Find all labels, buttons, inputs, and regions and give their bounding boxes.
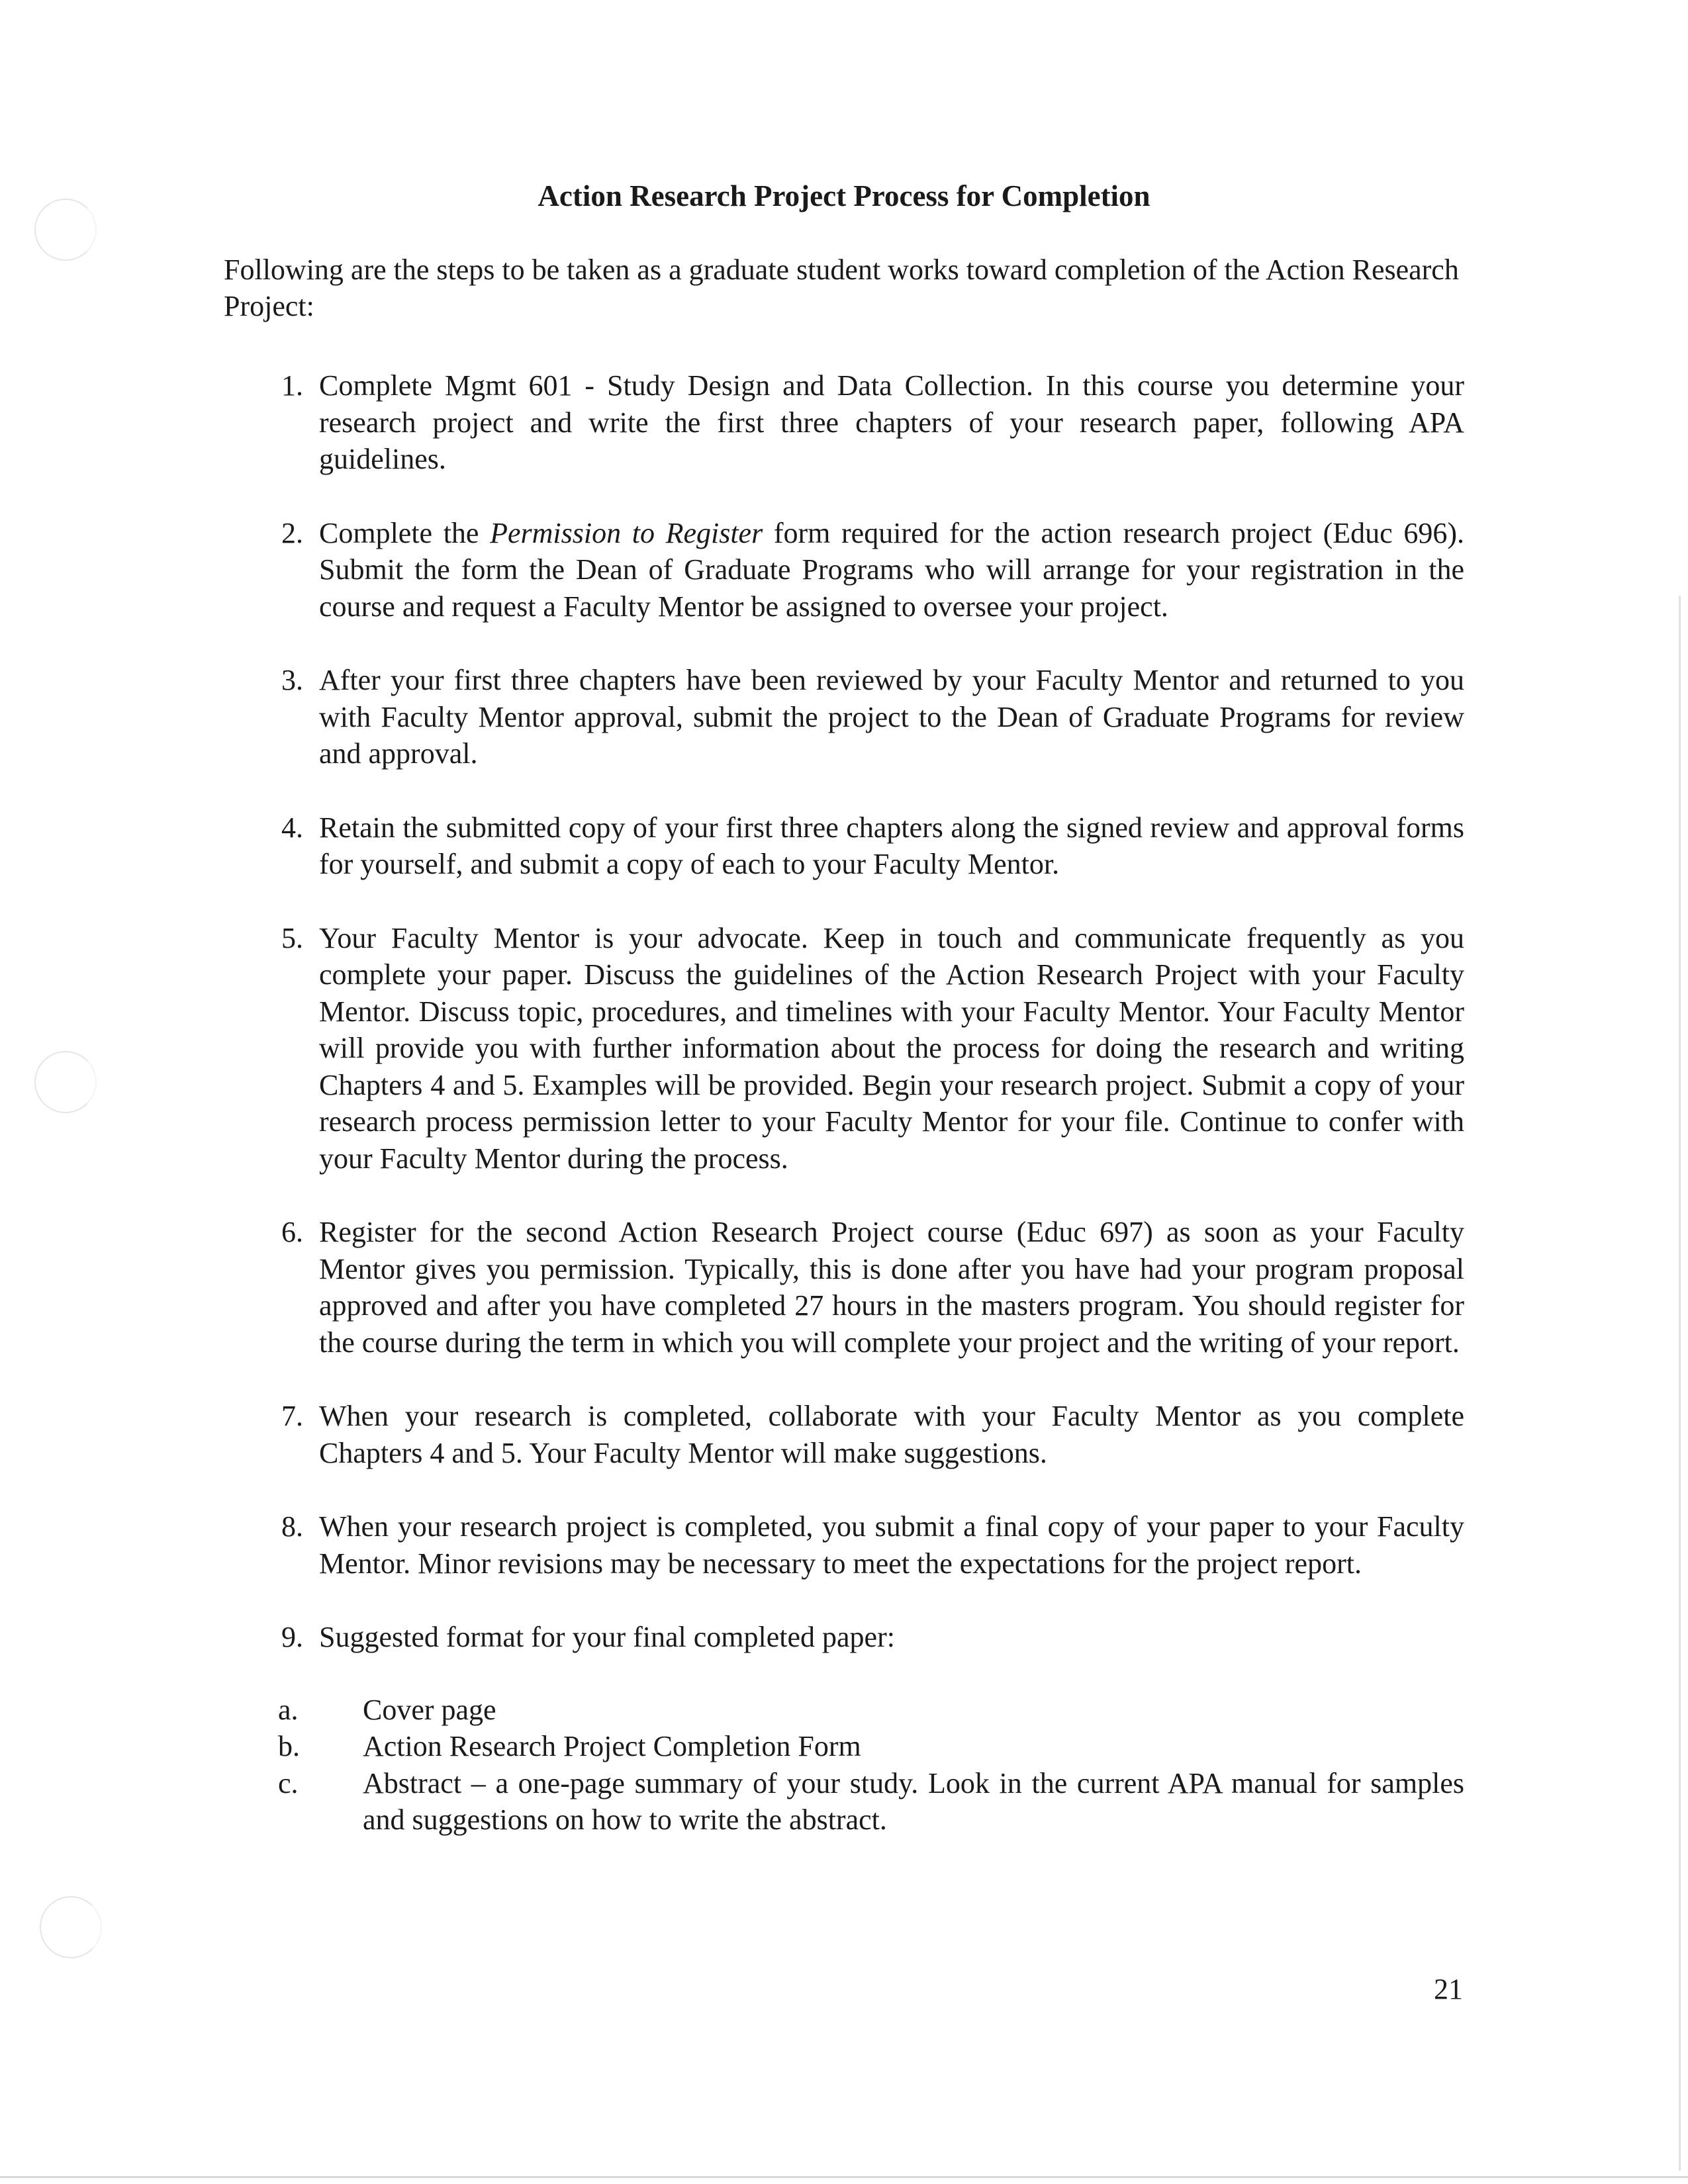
step-item (265, 515, 1464, 625)
sublist-item (265, 1692, 1464, 1729)
step-item (265, 367, 1464, 478)
step-text: After your first three chapters have been reviewed by your Faculty Mentor and returned to you with Faculty Mentor approval, submit the project to the Dean of Graduate Programs for review and approval. (319, 664, 1464, 770)
step-item (265, 1508, 1464, 1582)
step-item (265, 920, 1464, 1177)
step-text: Your Faculty Mentor is your advocate. Keep in touch and communicate frequently as you complete your paper. Discuss the guidelines of the Action Research Project with your Faculty Mentor. Discuss topic, procedures, and timelines with your Faculty Mentor. Your Faculty Mentor will provide you with further information about the process for doing the research and writing Chapters 4 and 5. Examples will be provided. Begin your research project. Submit a copy of your research process permission letter to your Faculty Mentor for your file. Continue to confer with your Faculty Mentor during the process. (319, 921, 1464, 1175)
sublist-letter: a. (278, 1693, 299, 1726)
step-text (319, 517, 1464, 623)
step-number: 3. (281, 664, 303, 696)
step-item (265, 1619, 1464, 1839)
step-number: 5. (281, 921, 303, 954)
page-number: 21 (1434, 1973, 1463, 2005)
sublist-item (265, 1728, 1464, 1765)
step-item (265, 1398, 1464, 1471)
step-item (265, 662, 1464, 772)
step-text: Register for the second Action Research Project course (Educ 697) as soon as your Faculty Mentor gives you permission. Typically, this is done after you have had your program proposal approved and after you have completed 27 hours in the masters program. You should register for the course during the term in which you will complete your project and the writing of your report. (319, 1216, 1464, 1359)
step-item (265, 809, 1464, 883)
step-item (265, 1214, 1464, 1361)
sublist-letter: b. (278, 1730, 300, 1762)
document-title: Action Research Project Process for Completion (538, 179, 1150, 212)
step-number: 9. (281, 1621, 303, 1653)
punch-hole-bottom (40, 1896, 102, 1958)
format-sublist (278, 1692, 1464, 1839)
step-text-lead: Complete the (319, 516, 491, 549)
sublist-letter: c. (278, 1766, 299, 1799)
step-number: 6. (281, 1216, 303, 1248)
sublist-text: Action Research Project Completion Form (363, 1730, 861, 1762)
step-text: When your research is completed, collaborate with your Faculty Mentor as you complete Chapters 4 and 5. Your Faculty Mentor will make suggestions. (319, 1400, 1464, 1469)
step-text-rest: form required for the action research project (Educ 696). Submit the form the Dean of Graduate Programs who will arrange for your registration in the course and request a Faculty Mentor be assigned to oversee your project. (319, 516, 1464, 623)
step-text: Suggested format for your final completed paper: (319, 1621, 895, 1653)
intro-paragraph: Following are the steps to be taken as a graduate student works toward completion of the Action Research Project: (224, 253, 1459, 322)
sublist-item (265, 1765, 1464, 1839)
sublist-text: Abstract – a one-page summary of your study. Look in the current APA manual for samples and suggestions on how to write the abstract. (363, 1766, 1464, 1836)
step-number: 2. (281, 516, 303, 549)
step-number: 7. (281, 1400, 303, 1432)
step-number: 8. (281, 1510, 303, 1543)
step-number: 4. (281, 811, 303, 844)
scan-edge-right (1679, 596, 1681, 2171)
step-number: 1. (281, 369, 303, 402)
steps-list (265, 367, 1464, 1876)
sublist-text: Cover page (363, 1693, 496, 1726)
step-text: When your research project is completed, you submit a final copy of your paper to your Faculty Mentor. Minor revisions may be necessary to meet the expectations for the project report. (319, 1510, 1464, 1580)
punch-hole-middle (34, 1051, 97, 1113)
scan-edge-bottom (0, 2176, 1688, 2178)
step-text: Retain the submitted copy of your first three chapters along the signed review and approval forms for yourself, and submit a copy of each to your Faculty Mentor. (319, 811, 1464, 880)
form-name-italic: Permission to Register (490, 516, 763, 549)
step-text: Complete Mgmt 601 - Study Design and Data Collection. In this course you determine your research project and write the first three chapters of your research paper, following APA guidelines. (319, 369, 1464, 475)
